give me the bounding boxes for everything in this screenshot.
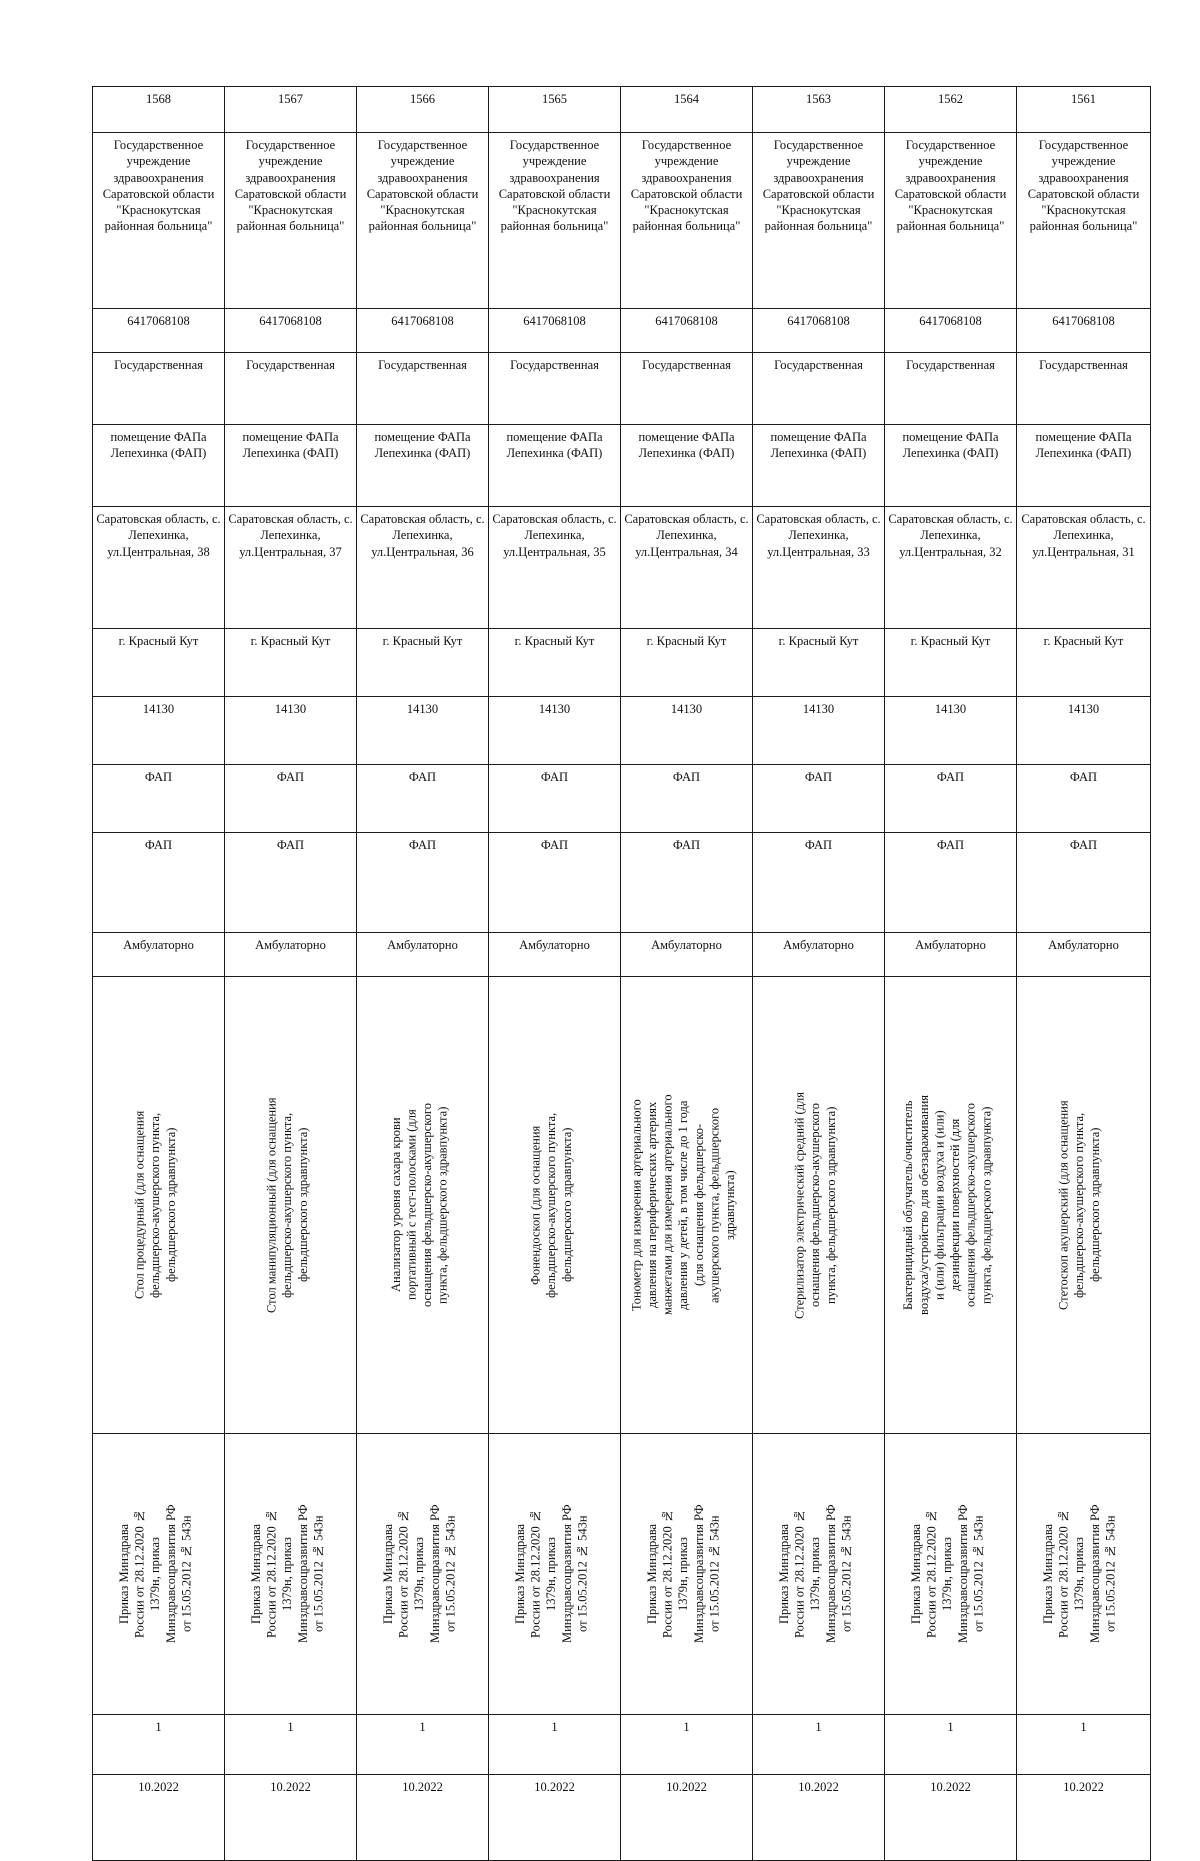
cell-inn: 6417068108 bbox=[885, 309, 1017, 353]
cell-organization: Государственное учреждение здравоохранения Саратовской области "Краснокутская районная больница" bbox=[489, 133, 621, 309]
cell-order: Приказ Минздрава России от 28.12.2020 № 1379н, приказ Минздравсоцразвития РФ от 15.05.2012 № 543н bbox=[644, 1504, 722, 1644]
cell-order: Приказ Минздрава России от 28.12.2020 № 1379н, приказ Минздравсоцразвития РФ от 15.05.2012 № 543н bbox=[512, 1504, 590, 1644]
cell-city: г. Красный Кут bbox=[93, 629, 225, 697]
cell-mode: Амбулаторно bbox=[225, 933, 357, 977]
cell-number: 1561 bbox=[1017, 87, 1151, 133]
row-equipment bbox=[93, 977, 1151, 1434]
cell-code: 14130 bbox=[885, 697, 1017, 765]
cell-mode: Амбулаторно bbox=[93, 933, 225, 977]
cell-number: 1568 bbox=[93, 87, 225, 133]
cell-code: 14130 bbox=[1017, 697, 1151, 765]
cell-unit: ФАП bbox=[1017, 765, 1151, 833]
row-code bbox=[93, 697, 1151, 765]
document-sheet bbox=[92, 86, 1150, 1861]
cell-organization: Государственное учреждение здравоохранения Саратовской области "Краснокутская районная больница" bbox=[93, 133, 225, 309]
row-ownership bbox=[93, 353, 1151, 425]
cell-ownership: Государственная bbox=[621, 353, 753, 425]
cell-inn: 6417068108 bbox=[357, 309, 489, 353]
cell-inn: 6417068108 bbox=[225, 309, 357, 353]
cell-order: Приказ Минздрава России от 28.12.2020 № 1379н, приказ Минздравсоцразвития РФ от 15.05.2012 № 543н bbox=[248, 1504, 326, 1644]
cell-number: 1562 bbox=[885, 87, 1017, 133]
cell-inn: 6417068108 bbox=[1017, 309, 1151, 353]
cell-ownership: Государственная bbox=[93, 353, 225, 425]
cell-code: 14130 bbox=[225, 697, 357, 765]
cell-city: г. Красный Кут bbox=[1017, 629, 1151, 697]
cell-premises: помещение ФАПа Лепехинка (ФАП) bbox=[489, 425, 621, 507]
cell-code: 14130 bbox=[357, 697, 489, 765]
cell-number: 1564 bbox=[621, 87, 753, 133]
cell-unit: ФАП bbox=[621, 833, 753, 933]
cell-quantity: 1 bbox=[753, 1715, 885, 1775]
cell-number: 1566 bbox=[357, 87, 489, 133]
cell-mode: Амбулаторно bbox=[753, 933, 885, 977]
cell-unit: ФАП bbox=[225, 765, 357, 833]
row-organization bbox=[93, 133, 1151, 309]
cell-address: Саратовская область, с. Лепехинка, ул.Центральная, 33 bbox=[753, 507, 885, 629]
cell-organization: Государственное учреждение здравоохранения Саратовской области "Краснокутская районная больница" bbox=[753, 133, 885, 309]
cell-premises: помещение ФАПа Лепехинка (ФАП) bbox=[885, 425, 1017, 507]
cell-date: 10.2022 bbox=[93, 1775, 225, 1861]
cell-organization: Государственное учреждение здравоохранения Саратовской области "Краснокутская районная больница" bbox=[1017, 133, 1151, 309]
cell-mode: Амбулаторно bbox=[621, 933, 753, 977]
cell-equipment: Стетоскоп акушерский (для оснащения фельдшерско-акушерского пункта, фельдшерского здравпункта) bbox=[1056, 1100, 1102, 1310]
cell-order: Приказ Минздрава России от 28.12.2020 № 1379н, приказ Минздравсоцразвития РФ от 15.05.2012 № 543н bbox=[380, 1504, 458, 1644]
cell-city: г. Красный Кут bbox=[621, 629, 753, 697]
cell-date: 10.2022 bbox=[885, 1775, 1017, 1861]
cell-mode: Амбулаторно bbox=[1017, 933, 1151, 977]
cell-unit: ФАП bbox=[885, 765, 1017, 833]
cell-ownership: Государственная bbox=[753, 353, 885, 425]
cell-organization: Государственное учреждение здравоохранения Саратовской области "Краснокутская районная больница" bbox=[885, 133, 1017, 309]
cell-code: 14130 bbox=[489, 697, 621, 765]
cell-quantity: 1 bbox=[621, 1715, 753, 1775]
cell-premises: помещение ФАПа Лепехинка (ФАП) bbox=[357, 425, 489, 507]
cell-unit: ФАП bbox=[621, 765, 753, 833]
cell-unit: ФАП bbox=[1017, 833, 1151, 933]
cell-address: Саратовская область, с. Лепехинка, ул.Центральная, 36 bbox=[357, 507, 489, 629]
cell-organization: Государственное учреждение здравоохранения Саратовской области "Краснокутская районная больница" bbox=[357, 133, 489, 309]
cell-organization: Государственное учреждение здравоохранения Саратовской области "Краснокутская районная больница" bbox=[225, 133, 357, 309]
cell-ownership: Государственная bbox=[489, 353, 621, 425]
cell-date: 10.2022 bbox=[753, 1775, 885, 1861]
cell-ownership: Государственная bbox=[225, 353, 357, 425]
cell-unit: ФАП bbox=[357, 833, 489, 933]
cell-equipment: Бактерицидный облучатель/очиститель воздуха/устройство для обеззараживания и (или) фильтрации воздуха и (или) дезинфекции поверхностей (для оснащения фельдшерско-акушерского пункта, фельдшерского здравпункта) bbox=[901, 1094, 994, 1316]
cell-order: Приказ Минздрава России от 28.12.2020 № 1379н, приказ Минздравсоцразвития РФ от 15.05.2012 № 543н bbox=[908, 1504, 986, 1644]
cell-city: г. Красный Кут bbox=[885, 629, 1017, 697]
row-quantity bbox=[93, 1715, 1151, 1775]
cell-inn: 6417068108 bbox=[93, 309, 225, 353]
cell-unit: ФАП bbox=[753, 833, 885, 933]
cell-mode: Амбулаторно bbox=[489, 933, 621, 977]
cell-order: Приказ Минздрава России от 28.12.2020 № 1379н, приказ Минздравсоцразвития РФ от 15.05.2012 № 543н bbox=[776, 1504, 854, 1644]
row-mode bbox=[93, 933, 1151, 977]
cell-address: Саратовская область, с. Лепехинка, ул.Центральная, 34 bbox=[621, 507, 753, 629]
cell-premises: помещение ФАПа Лепехинка (ФАП) bbox=[93, 425, 225, 507]
row-number bbox=[93, 87, 1151, 133]
cell-unit: ФАП bbox=[885, 833, 1017, 933]
cell-address: Саратовская область, с. Лепехинка, ул.Центральная, 32 bbox=[885, 507, 1017, 629]
cell-quantity: 1 bbox=[357, 1715, 489, 1775]
cell-equipment: Стол процедурный (для оснащения фельдшерско-акушерского пункта, фельдшерского здравпункта) bbox=[132, 1110, 178, 1300]
cell-equipment: Стерилизатор электрический средний (для оснащения фельдшерско-акушерского пункта, фельдшерского здравпункта) bbox=[792, 1091, 838, 1319]
cell-quantity: 1 bbox=[489, 1715, 621, 1775]
cell-premises: помещение ФАПа Лепехинка (ФАП) bbox=[225, 425, 357, 507]
cell-inn: 6417068108 bbox=[489, 309, 621, 353]
cell-unit: ФАП bbox=[225, 833, 357, 933]
cell-number: 1563 bbox=[753, 87, 885, 133]
row-inn bbox=[93, 309, 1151, 353]
cell-city: г. Красный Кут bbox=[225, 629, 357, 697]
cell-date: 10.2022 bbox=[225, 1775, 357, 1861]
cell-order: Приказ Минздрава России от 28.12.2020 № 1379н, приказ Минздравсоцразвития РФ от 15.05.2012 № 543н bbox=[116, 1504, 194, 1644]
cell-address: Саратовская область, с. Лепехинка, ул.Центральная, 37 bbox=[225, 507, 357, 629]
cell-mode: Амбулаторно bbox=[357, 933, 489, 977]
cell-city: г. Красный Кут bbox=[357, 629, 489, 697]
cell-equipment: Стол манипуляционный (для оснащения фельдшерско-акушерского пункта, фельдшерского здравпункта) bbox=[264, 1097, 310, 1313]
row-address bbox=[93, 507, 1151, 629]
cell-quantity: 1 bbox=[225, 1715, 357, 1775]
cell-unit: ФАП bbox=[357, 765, 489, 833]
cell-date: 10.2022 bbox=[621, 1775, 753, 1861]
cell-number: 1567 bbox=[225, 87, 357, 133]
cell-address: Саратовская область, с. Лепехинка, ул.Центральная, 31 bbox=[1017, 507, 1151, 629]
row-order bbox=[93, 1434, 1151, 1715]
cell-equipment: Тонометр для измерения артериального давления на периферических артериях манжетами для измерения артериального давления у детей, в том числе до 1 года (для оснащения фельдшерско-акушерского пункта, фельдшерского здравпункта) bbox=[629, 1094, 738, 1316]
cell-premises: помещение ФАПа Лепехинка (ФАП) bbox=[621, 425, 753, 507]
cell-ownership: Государственная bbox=[357, 353, 489, 425]
cell-address: Саратовская область, с. Лепехинка, ул.Центральная, 38 bbox=[93, 507, 225, 629]
cell-city: г. Красный Кут bbox=[753, 629, 885, 697]
cell-mode: Амбулаторно bbox=[885, 933, 1017, 977]
row-premises bbox=[93, 425, 1151, 507]
cell-equipment: Фонендоскоп (для оснащения фельдшерско-акушерского пункта, фельдшерского здравпункта) bbox=[528, 1112, 574, 1298]
row-unit-2 bbox=[93, 833, 1151, 933]
cell-address: Саратовская область, с. Лепехинка, ул.Центральная, 35 bbox=[489, 507, 621, 629]
cell-number: 1565 bbox=[489, 87, 621, 133]
cell-quantity: 1 bbox=[885, 1715, 1017, 1775]
cell-unit: ФАП bbox=[93, 765, 225, 833]
cell-unit: ФАП bbox=[93, 833, 225, 933]
cell-date: 10.2022 bbox=[357, 1775, 489, 1861]
cell-quantity: 1 bbox=[1017, 1715, 1151, 1775]
cell-order: Приказ Минздрава России от 28.12.2020 № 1379н, приказ Минздравсоцразвития РФ от 15.05.2012 № 543н bbox=[1040, 1504, 1118, 1644]
cell-unit: ФАП bbox=[489, 833, 621, 933]
cell-date: 10.2022 bbox=[1017, 1775, 1151, 1861]
cell-date: 10.2022 bbox=[489, 1775, 621, 1861]
row-city bbox=[93, 629, 1151, 697]
registry-table bbox=[92, 86, 1151, 1861]
cell-inn: 6417068108 bbox=[753, 309, 885, 353]
cell-ownership: Государственная bbox=[1017, 353, 1151, 425]
cell-unit: ФАП bbox=[753, 765, 885, 833]
row-date bbox=[93, 1775, 1151, 1861]
cell-unit: ФАП bbox=[489, 765, 621, 833]
cell-ownership: Государственная bbox=[885, 353, 1017, 425]
cell-organization: Государственное учреждение здравоохранения Саратовской области "Краснокутская районная больница" bbox=[621, 133, 753, 309]
cell-code: 14130 bbox=[753, 697, 885, 765]
cell-premises: помещение ФАПа Лепехинка (ФАП) bbox=[753, 425, 885, 507]
cell-inn: 6417068108 bbox=[621, 309, 753, 353]
cell-code: 14130 bbox=[93, 697, 225, 765]
cell-premises: помещение ФАПа Лепехинка (ФАП) bbox=[1017, 425, 1151, 507]
cell-code: 14130 bbox=[621, 697, 753, 765]
cell-city: г. Красный Кут bbox=[489, 629, 621, 697]
cell-quantity: 1 bbox=[93, 1715, 225, 1775]
row-unit-1 bbox=[93, 765, 1151, 833]
cell-equipment: Анализатор уровня сахара крови портативный с тест-полосками (для оснащения фельдшерско-акушерского пункта, фельдшерского здравпункта) bbox=[388, 1103, 450, 1307]
